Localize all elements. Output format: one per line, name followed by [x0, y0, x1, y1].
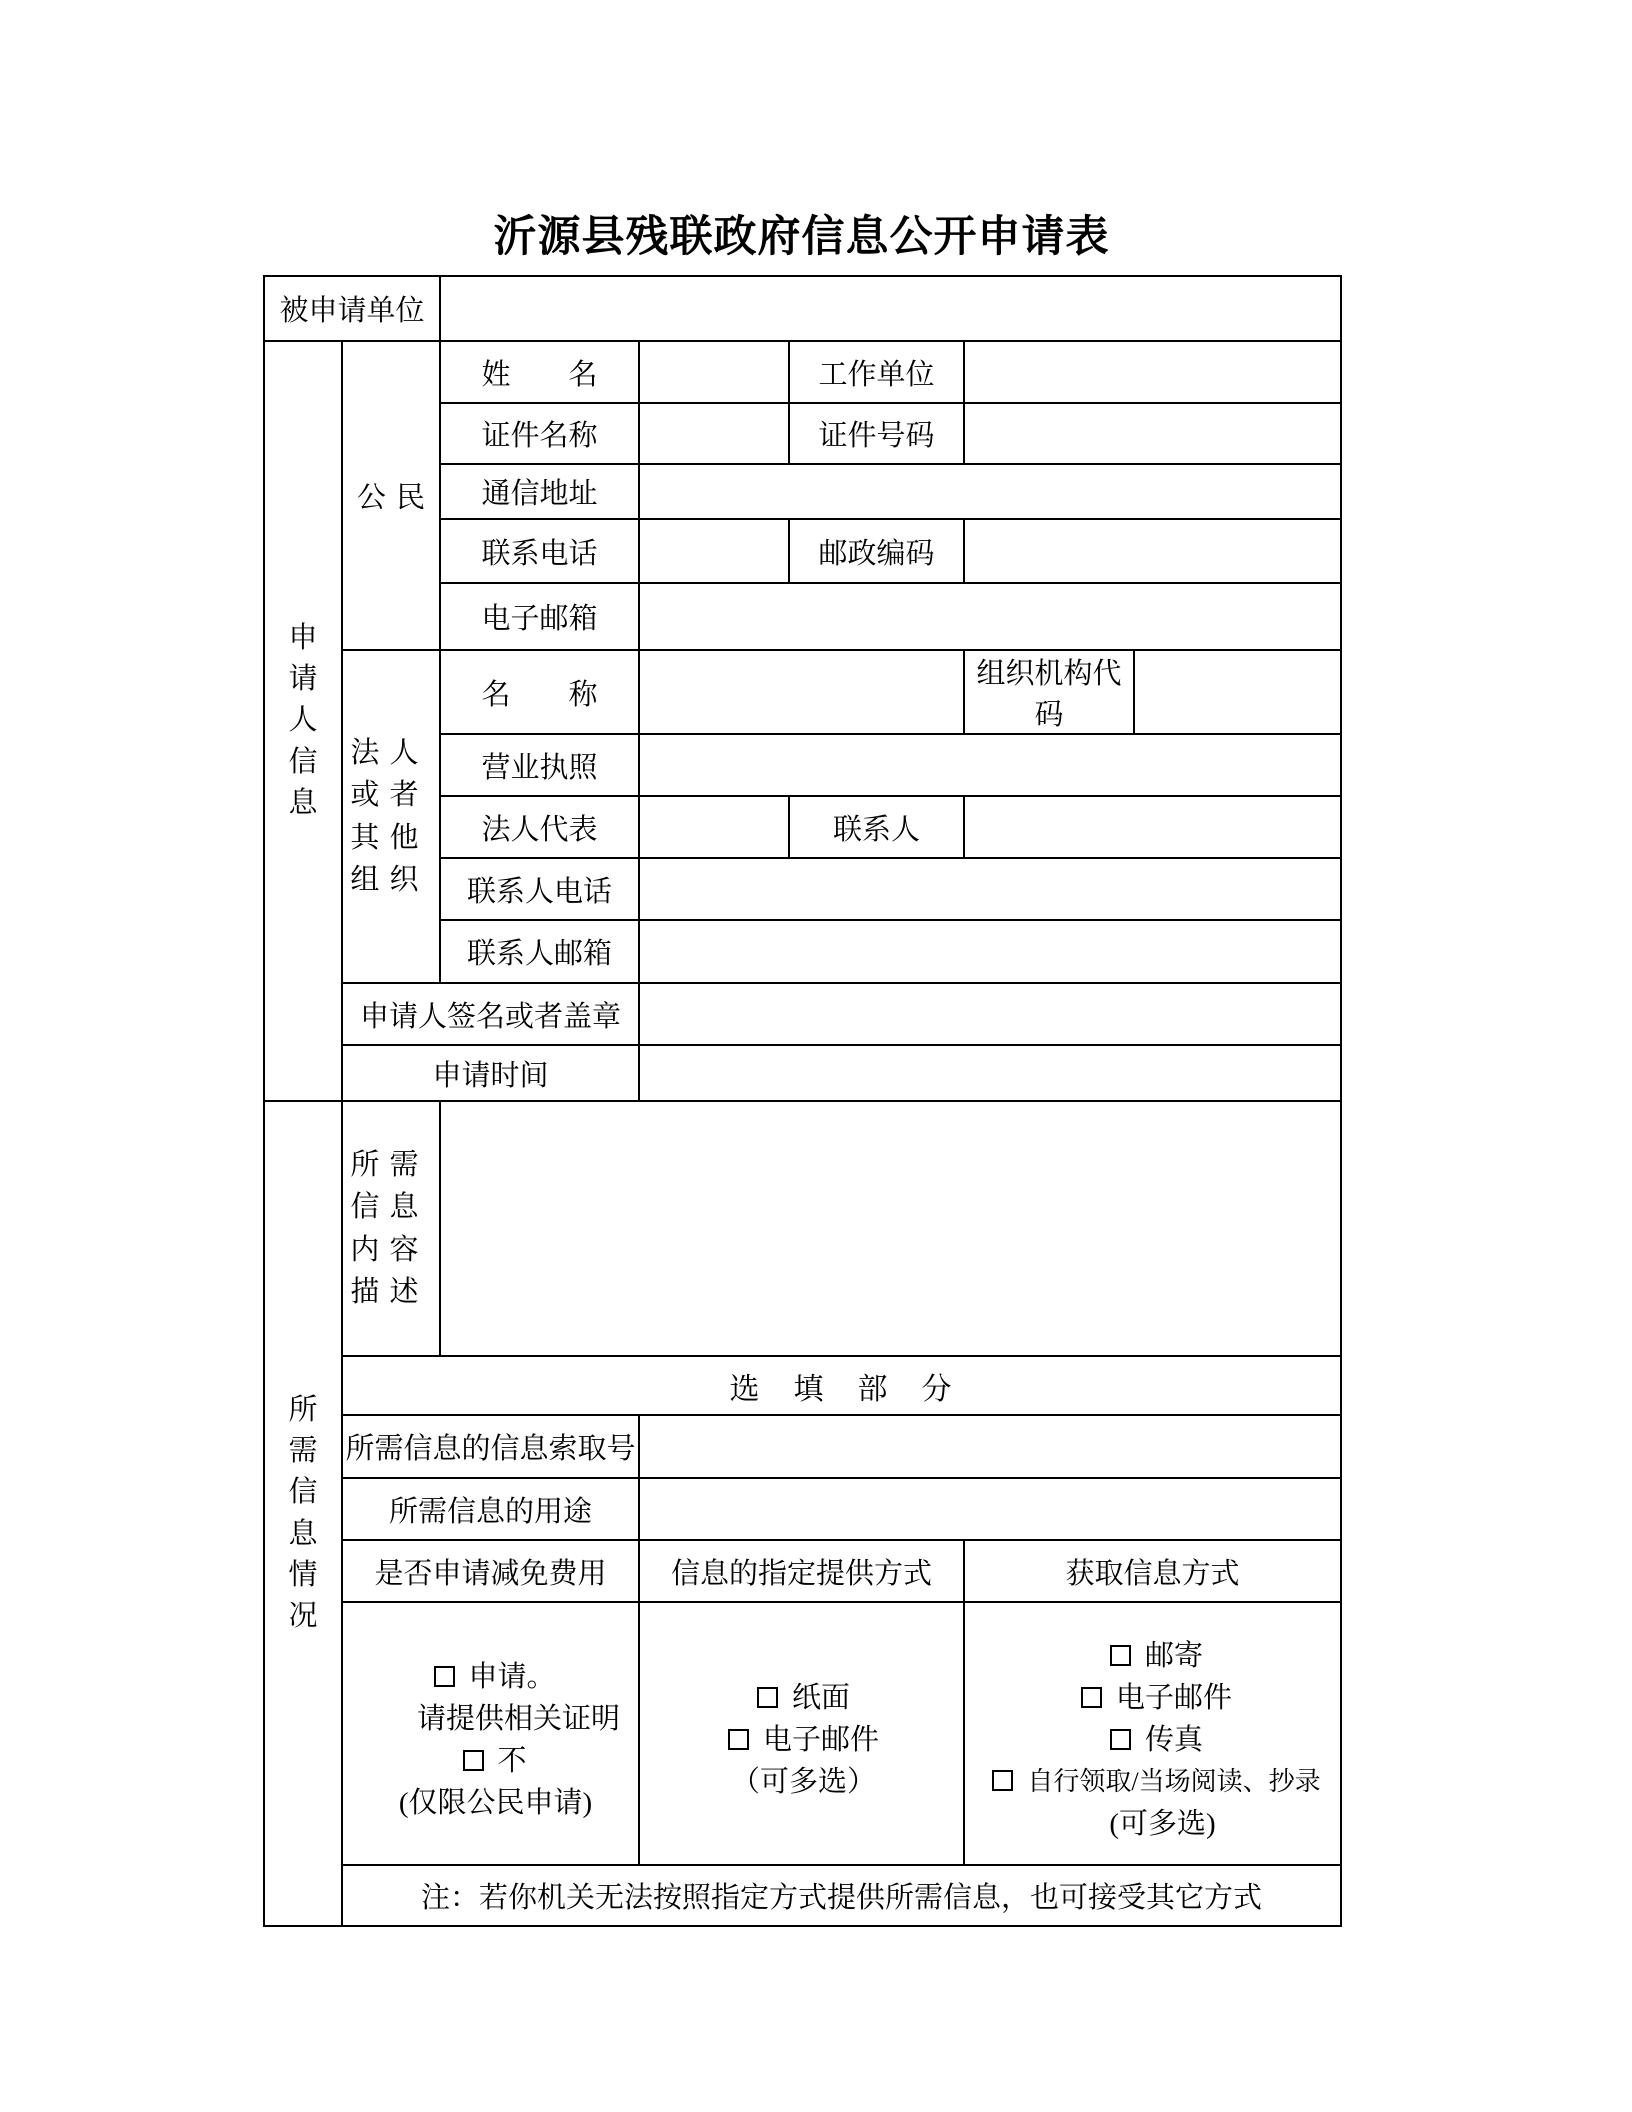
- address-input[interactable]: [639, 464, 1341, 519]
- citizen-group-label: [342, 341, 440, 650]
- contact-label: 联系人: [789, 796, 964, 858]
- postcode-label: 邮政编码: [789, 519, 964, 583]
- delivery-options-cell: [639, 1602, 964, 1865]
- email-label: 电子邮箱: [440, 583, 639, 650]
- table-row: [264, 650, 1341, 734]
- applicant-section-label: [264, 341, 342, 1101]
- phone-label: 联系电话: [440, 519, 639, 583]
- contact-email-input[interactable]: [639, 920, 1341, 983]
- address-label: 通信地址: [440, 464, 639, 519]
- checkbox-icon[interactable]: [463, 1750, 484, 1771]
- phone-input[interactable]: [639, 519, 789, 583]
- signature-label: 申请人签名或者盖章: [342, 983, 639, 1045]
- optional-section-banner-text: 选 填 部 分: [729, 1372, 954, 1406]
- table-row: [264, 1356, 1341, 1415]
- name-label: 姓 名: [440, 341, 639, 403]
- checkbox-icon[interactable]: [1110, 1645, 1131, 1666]
- fee-apply-note: 请提供相关证明: [417, 1702, 621, 1735]
- fee-apply-option-label: 申请。: [468, 1660, 556, 1693]
- obtain-method-header: 获取信息方式: [964, 1540, 1341, 1602]
- obtain-mail-option-label: 邮寄: [1145, 1639, 1204, 1672]
- org-name-input[interactable]: [639, 650, 964, 734]
- optional-section-banner: [342, 1356, 1341, 1415]
- checkbox-icon[interactable]: [728, 1729, 749, 1750]
- fee-apply-option[interactable]: [355, 1656, 634, 1698]
- table-row: [264, 983, 1341, 1045]
- obtain-self-option[interactable]: [977, 1761, 1336, 1803]
- table-row: [264, 1045, 1341, 1101]
- org-code-input[interactable]: [1134, 650, 1341, 734]
- id-number-label: 证件号码: [789, 403, 964, 464]
- legal-rep-input[interactable]: [639, 796, 789, 858]
- contact-email-label: 联系人邮箱: [440, 920, 639, 983]
- obtain-options-cell: [964, 1602, 1341, 1865]
- obtain-self-option-label: 自行领取/当场阅读、抄录: [1027, 1766, 1321, 1796]
- contact-input[interactable]: [964, 796, 1341, 858]
- footnote: 注：若你机关无法按照指定方式提供所需信息，也可接受其它方式: [342, 1865, 1341, 1926]
- obtain-email-option[interactable]: [977, 1677, 1336, 1719]
- delivery-method-header: 信息的指定提供方式: [639, 1540, 964, 1602]
- description-input[interactable]: [440, 1101, 1341, 1356]
- delivery-email-option[interactable]: [648, 1719, 959, 1761]
- required-info-section-vertical-text: 所需信息情况: [288, 1393, 318, 1632]
- obtain-multi-note: (可多选): [1109, 1807, 1216, 1840]
- delivery-email-option-label: 电子邮件: [763, 1723, 880, 1756]
- table-row: [264, 1478, 1341, 1540]
- contact-phone-input[interactable]: [639, 858, 1341, 920]
- table-row: [264, 341, 1341, 403]
- required-info-section-label: [264, 1101, 342, 1926]
- requested-unit-input[interactable]: [440, 276, 1341, 341]
- application-form-table: [263, 275, 1342, 1927]
- contact-phone-label: 联系人电话: [440, 858, 639, 920]
- applicant-section-vertical-text: 申请人信息: [288, 622, 318, 819]
- fee-no-option[interactable]: [355, 1740, 634, 1782]
- delivery-multi-note: （可多选）: [731, 1765, 877, 1798]
- table-row: [264, 1101, 1341, 1356]
- citizen-group-text: 公民: [356, 482, 436, 514]
- work-unit-input[interactable]: [964, 341, 1341, 403]
- info-index-input[interactable]: [639, 1415, 1341, 1478]
- checkbox-icon[interactable]: [992, 1770, 1013, 1791]
- info-purpose-label: 所需信息的用途: [342, 1478, 639, 1540]
- requested-unit-label: 被申请单位: [264, 276, 440, 341]
- delivery-paper-option-label: 纸面: [792, 1681, 851, 1714]
- checkbox-icon[interactable]: [1110, 1729, 1131, 1750]
- email-input[interactable]: [639, 583, 1341, 650]
- signature-input[interactable]: [639, 983, 1341, 1045]
- table-row: [264, 1602, 1341, 1865]
- obtain-fax-option[interactable]: [977, 1719, 1336, 1761]
- table-row: [264, 1865, 1341, 1926]
- id-name-label: 证件名称: [440, 403, 639, 464]
- fee-waiver-header: 是否申请减免费用: [342, 1540, 639, 1602]
- fee-no-option-label: 不: [497, 1744, 527, 1777]
- fee-restriction-note: (仅限公民申请): [398, 1786, 593, 1819]
- fee-waiver-options-cell: [342, 1602, 639, 1865]
- org-code-label: 组织机构代码: [964, 650, 1134, 734]
- info-index-label: 所需信息的信息索取号: [342, 1415, 639, 1478]
- table-row: [264, 276, 1341, 341]
- legal-rep-label: 法人代表: [440, 796, 639, 858]
- apply-time-label: 申请时间: [342, 1045, 639, 1101]
- obtain-email-option-label: 电子邮件: [1116, 1681, 1233, 1714]
- apply-time-input[interactable]: [639, 1045, 1341, 1101]
- description-label: [342, 1101, 440, 1356]
- page-title: 沂源县残联政府信息公开申请表: [493, 214, 1110, 261]
- obtain-fax-option-label: 传真: [1145, 1723, 1204, 1756]
- checkbox-icon[interactable]: [434, 1666, 455, 1687]
- organization-group-text: 法人或者其他组织: [350, 737, 429, 896]
- license-label: 营业执照: [440, 734, 639, 796]
- obtain-mail-option[interactable]: [977, 1635, 1336, 1677]
- work-unit-label: 工作单位: [789, 341, 964, 403]
- info-purpose-input[interactable]: [639, 1478, 1341, 1540]
- id-number-input[interactable]: [964, 403, 1341, 464]
- postcode-input[interactable]: [964, 519, 1341, 583]
- license-input[interactable]: [639, 734, 1341, 796]
- checkbox-icon[interactable]: [1081, 1687, 1102, 1708]
- table-row: [264, 1415, 1341, 1478]
- checkbox-icon[interactable]: [757, 1687, 778, 1708]
- description-label-text: 所需信息内容描述: [350, 1149, 429, 1308]
- organization-group-label: [342, 650, 440, 983]
- delivery-paper-option[interactable]: [648, 1677, 959, 1719]
- org-name-label: 名 称: [440, 650, 639, 734]
- table-row: [264, 1540, 1341, 1602]
- id-name-input[interactable]: [639, 403, 789, 464]
- name-input[interactable]: [639, 341, 789, 403]
